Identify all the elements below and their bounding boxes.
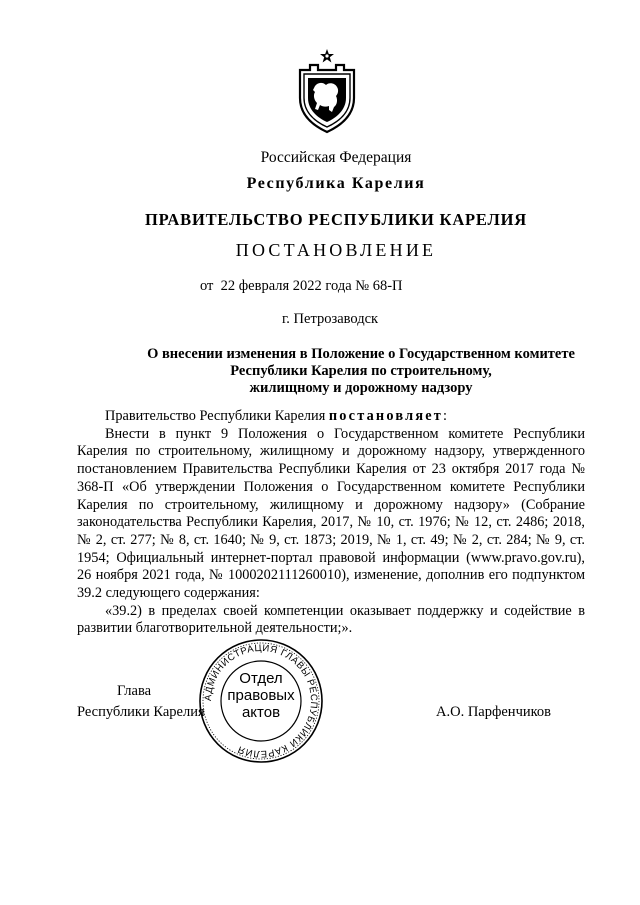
decree-body: [77, 408, 585, 638]
intro-keyword: постановляет: [328, 408, 444, 424]
city-line: г. Петрозаводск: [282, 311, 379, 327]
body-paragraph: Внести в пункт 9 Положения о Государственном комитете Республики Карелия по строительному, жилищному и дорожному надзору, утвержденного постановлением Правительства Республики Карелия от 23 октября 2017 года № 368-П «Об утверждении Положения о Государственном комитете Республики Карелия по строительному, жилищному и дорожному надзору» (Собрание законодательства Республики Карелия, 2017, № 10, ст. 1976; № 12, ст. 2486; 2018, № 2, ст. 277; № 8, ст. 1640; № 9, ст. 1873; 2019, № 1, ст. 49; № 2, ст. 284; № 9, ст. 1954; Официальный интернет-портал правовой информации (www.pravo.gov.ru), 26 ноября 2021 года, № 1000202111260010), изменение, дополнив его подпунктом 39.2 следующего содержания:: [77, 425, 585, 602]
intro-suffix: :: [443, 408, 448, 424]
subject-line: Республики Карелия по строительному,: [230, 363, 492, 379]
stamp-line: правовых: [227, 687, 295, 704]
signatory-org: Республики Карелия: [77, 704, 205, 720]
document-type: ПОСТАНОВЛЕНИЕ: [235, 240, 437, 260]
government-title: ПРАВИТЕЛЬСТВО РЕСПУБЛИКИ КАРЕЛИЯ: [145, 210, 527, 229]
subject-line: жилищному и дорожному надзору: [249, 380, 473, 396]
stamp-center-text: [225, 670, 297, 721]
decree-subject: [96, 346, 626, 397]
republic-name: Республика Карелия: [246, 175, 426, 192]
stamp-line: актов: [241, 704, 281, 721]
intro-prefix: Правительство Республики Карелия: [105, 408, 329, 424]
country-name: Российская Федерация: [260, 149, 412, 166]
intro-paragraph: [77, 408, 585, 426]
karelia-coat-of-arms-icon: [296, 48, 358, 134]
signatory-title: Глава: [117, 683, 152, 699]
subject-line: О внесении изменения в Положение о Государственном комитете: [147, 346, 575, 362]
body-paragraph: «39.2) в пределах своей компетенции оказывает поддержку и содействие в развитии благотворительной деятельности;».: [77, 602, 585, 637]
date-number-line: от 22 февраля 2022 года № 68-П: [200, 278, 403, 294]
signatory-name: А.О. Парфенчиков: [436, 704, 552, 720]
stamp-ring-text: АДМИНИСТРАЦИЯ ГЛАВЫ РЕСПУБЛИКИ КАРЕЛИЯ: [202, 642, 320, 760]
stamp-line: Отдел: [239, 670, 283, 687]
